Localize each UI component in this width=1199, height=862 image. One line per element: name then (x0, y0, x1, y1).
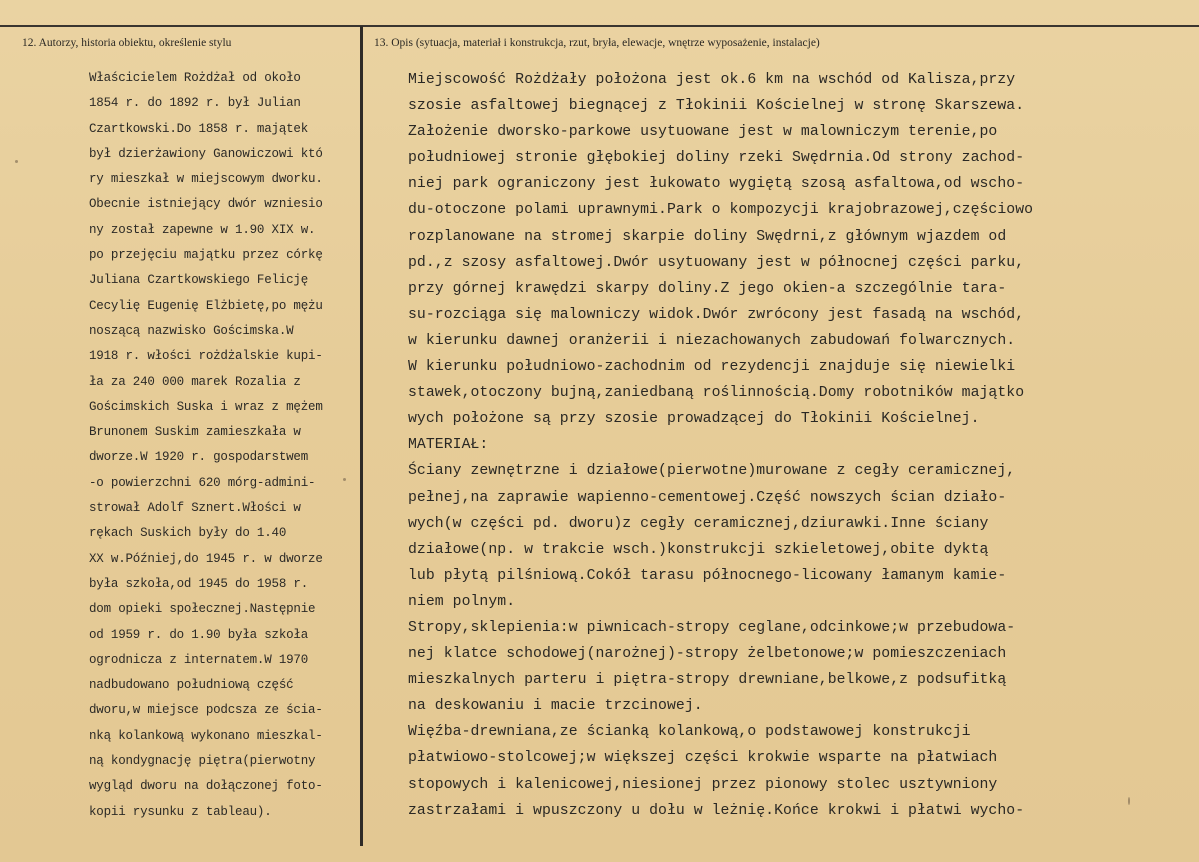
description-text-column (408, 67, 1188, 824)
history-text-line: Obecnie istniejący dwór wzniesio (89, 197, 323, 212)
description-text-line: stopowych i kalenicowej,niesionej przez pionowy stolec usztywniony (408, 776, 998, 793)
description-text-line: Ściany zewnętrzne i działowe(pierwotne)murowane z cegły ceramicznej, (408, 463, 1016, 480)
history-text-line: wygląd dworu na dołączonej foto- (89, 779, 323, 794)
history-text-line: XX w.Później,do 1945 r. w dworze (89, 551, 323, 566)
description-text-line: niem polnym. (408, 593, 516, 610)
history-text-line: Juliana Czartkowskiego Felicję (89, 273, 309, 288)
history-text-line: dom opieki społecznej.Następnie (89, 602, 316, 617)
description-text-line: lub płytą pilśniową.Cokół tarasu północnego-licowany łamanym kamie- (408, 567, 1007, 584)
history-text-line: noszącą nazwisko Gościmska.W (89, 323, 294, 338)
description-text-line: pd.,z szosy asfaltowej.Dwór usytuowany jest w północnej części parku, (408, 254, 1025, 271)
history-text-line: Czartkowski.Do 1858 r. majątek (89, 121, 309, 136)
section-13-header: 13. Opis (sytuacja, materiał i konstrukcja, rzut, bryła, elewacje, wnętrze wyposażenie, instalacje) (374, 37, 820, 49)
history-text-line: rękach Suskich były do 1.40 (89, 526, 287, 541)
paper-speck (15, 160, 18, 163)
description-text-line: płatwiowo-stolcowej;w większej części krokwie wsparte na płatwiach (408, 750, 998, 767)
history-text-line: 1854 r. do 1892 r. był Julian (89, 96, 301, 111)
history-text-line: Brunonem Suskim zamieszkała w (89, 425, 301, 440)
description-text-line: wych(w części pd. dworu)z cegły ceramicznej,dziurawki.Inne ściany (408, 515, 989, 532)
top-rule (0, 25, 1199, 27)
history-text-line: ogrodnicza z internatem.W 1970 (89, 652, 309, 667)
description-text-line: szosie asfaltowej biegnącej z Tłokinii Kościelnej w stronę Skarszewa. (408, 98, 1025, 115)
description-text-line: nej klatce schodowej(narożnej)-stropy żelbetonowe;w pomieszczeniach (408, 646, 1007, 663)
section-12-header: 12. Autorzy, historia obiektu, określenie stylu (22, 37, 232, 49)
history-text-line: ry mieszkał w miejscowym dworku. (89, 172, 323, 187)
description-text-line: pełnej,na zaprawie wapienno-cementowej.Część nowszych ścian działo- (408, 489, 1007, 506)
description-text-line: działowe(np. w trakcie wsch.)konstrukcji szkieletowej,obite dyktą (408, 541, 989, 558)
history-text-line: dworze.W 1920 r. gospodarstwem (89, 450, 309, 465)
history-text-line: Właścicielem Rożdżał od około (89, 71, 301, 85)
history-text-line: 1918 r. włości rożdżalskie kupi- (89, 349, 323, 364)
history-text-line: Gościmskich Suska i wraz z mężem (89, 399, 323, 414)
history-text-line: nką kolankową wykonano mieszkal- (89, 728, 323, 743)
history-text-line: strował Adolf Sznert.Włości w (89, 501, 301, 516)
history-text-line: był dzierżawiony Ganowiczowi któ (89, 146, 323, 161)
description-text-line: MATERIAŁ: (408, 437, 489, 454)
paper-speck (343, 478, 346, 481)
history-text-line: -o powierzchni 620 mórg-admini- (89, 475, 316, 490)
description-text-line: wych położone są przy szosie prowadzącej do Tłokinii Kościelnej. (408, 411, 980, 428)
history-text-line: ny został zapewne w 1.90 XIX w. (89, 222, 316, 237)
description-text-line: zastrzałami i wpuszczony u dołu w leżnię.Końce krokwi i płatwi wycho- (408, 802, 1025, 819)
description-text-line: Więźba-drewniana,ze ścianką kolankową,o podstawowej konstrukcji (408, 724, 971, 741)
history-text-line: Cecylię Eugenię Elżbietę,po mężu (89, 298, 323, 313)
history-text-line: nadbudowano południową część (89, 678, 294, 693)
history-text-line: od 1959 r. do 1.90 była szkoła (89, 627, 309, 642)
description-text-line: rozplanowane na stromej skarpie doliny Swędrni,z głównym wjazdem od (408, 228, 1007, 245)
description-text-line: Założenie dworsko-parkowe usytuowane jest w malowniczym terenie,po (408, 124, 998, 141)
description-text-line: na deskowaniu i macie trzcinowej. (408, 698, 703, 715)
description-text-line: W kierunku południowo-zachodnim od rezydencji znajduje się niewielki (408, 359, 1016, 376)
description-text-line: stawek,otoczony bujną,zaniedbaną roślinnością.Domy robotników majątko (408, 385, 1025, 402)
history-text-line: po przejęciu majątku przez córkę (89, 248, 323, 263)
column-divider (360, 26, 363, 846)
description-text-line: su-rozciąga się malowniczy widok.Dwór zwrócony jest fasadą na wschód, (408, 306, 1025, 323)
history-text-column (89, 66, 354, 825)
description-text-line: południowej stronie głębokiej doliny rzeki Swędrnia.Od strony zachod- (408, 150, 1025, 167)
history-text-line: dworu,w miejsce podcsza ze ścia- (89, 703, 323, 718)
description-text-line: przy górnej krawędzi skarpy doliny.Z jego okien-a szczególnie tara- (408, 280, 1007, 297)
description-text-line: w kierunku dawnej oranżerii i niezachowanych zabudowań folwarcznych. (408, 332, 1016, 349)
description-text-line: Miejscowość Rożdżały położona jest ok.6 km na wschód od Kalisza,przy (408, 72, 1016, 88)
history-text-line: kopii rysunku z tableau). (89, 804, 272, 819)
description-text-line: mieszkalnych parteru i piętra-stropy drewniane,belkowe,z podsufitką (408, 672, 1007, 689)
paper-speck (1128, 797, 1130, 805)
description-text-line: du-otoczone polami uprawnymi.Park o kompozycji krajobrazowej,częściowo (408, 202, 1034, 219)
description-text-line: niej park ograniczony jest łukowato wygiętą szosą asfaltowa,od wscho- (408, 176, 1025, 193)
description-text-line: Stropy,sklepienia:w piwnicach-stropy ceglane,odcinkowe;w przebudowa- (408, 619, 1016, 636)
history-text-line: ną kondygnację piętra(pierwotny (89, 754, 316, 769)
history-text-line: była szkoła,od 1945 do 1958 r. (89, 576, 309, 591)
history-text-line: ła za 240 000 marek Rozalia z (89, 374, 301, 389)
